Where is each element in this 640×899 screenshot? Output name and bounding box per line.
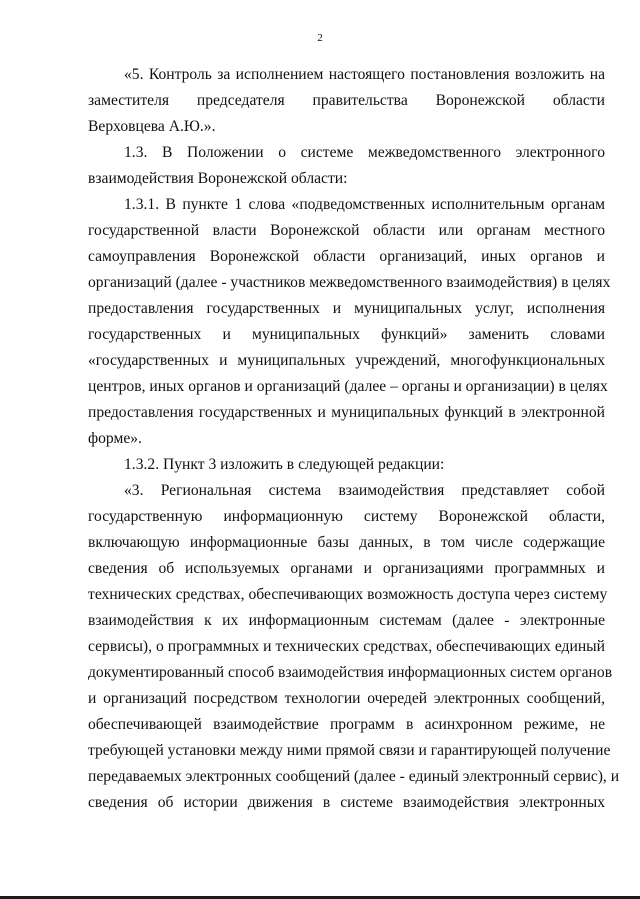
text-line: государственной власти Воронежской области или органам местного [88, 222, 605, 239]
page-number: 2 [317, 32, 323, 44]
text-line: предоставления государственных и муниципальных услуг, исполнения [88, 300, 605, 317]
text-line: включающую информационные базы данных, в том числе содержащие [88, 534, 605, 551]
text-line: обеспечивающей взаимодействие программ в асинхронном режиме, не [88, 716, 605, 733]
text-line: сведения об истории движения в системе взаимодействия электронных [88, 794, 605, 811]
text-line: документированный способ взаимодействия информационных систем органов [88, 664, 613, 681]
text-line: и организаций посредством технологии очередей электронных сообщений, [88, 690, 605, 707]
text-line: передаваемых электронных сообщений (далее - единый электронный сервис), и [88, 768, 620, 785]
text-line: форме». [88, 430, 142, 447]
text-line: заместителя председателя правительства Воронежской области [88, 92, 605, 109]
text-line: самоуправления Воронежской области организаций, иных органов и [88, 248, 605, 265]
text-line: государственную информационную систему Воронежской области, [88, 508, 605, 525]
document-body [88, 62, 620, 816]
text-line: требующей установки между ними прямой связи и гарантирующей получение [88, 742, 611, 759]
text-line: сведения об используемых органами и организациями программных и [88, 560, 605, 577]
text-line: «государственных и муниципальных учреждений, многофункциональных [88, 352, 605, 369]
paragraph-item-1-3-1 [88, 192, 611, 452]
text-line: 1.3.2. Пункт 3 изложить в следующей редакции: [124, 456, 445, 473]
text-line: организаций (далее - участников межведомственного взаимодействия) в целях [88, 274, 611, 291]
text-line: взаимодействия Воронежской области: [88, 170, 348, 187]
text-line: 1.3. В Положении о системе межведомственного электронного [124, 144, 605, 161]
text-line: «5. Контроль за исполнением настоящего постановления возложить на [124, 66, 605, 83]
text-line: Верховцева А.Ю.». [88, 118, 216, 135]
text-line: государственных и муниципальных функций» заменить словами [88, 326, 605, 343]
text-line: «3. Региональная система взаимодействия представляет собой [124, 482, 605, 499]
paragraph-item-1-3 [88, 140, 605, 192]
text-line: 1.3.1. В пункте 1 слова «подведомственных исполнительным органам [124, 196, 605, 213]
text-line: технических средствах, обеспечивающих возможность доступа через систему [88, 586, 608, 603]
text-line: центров, иных органов и организаций (далее – органы и организации) в целях [88, 378, 608, 395]
paragraph-item-1-3-2 [88, 452, 605, 478]
paragraph-control-clause [88, 62, 605, 140]
text-line: сервисы), о программных и технических средствах, обеспечивающих единый [88, 638, 605, 655]
text-line: предоставления государственных и муниципальных функций в электронной [88, 404, 605, 421]
text-line: взаимодействия к их информационным системам (далее - электронные [88, 612, 605, 629]
paragraph-point-3 [88, 478, 620, 816]
